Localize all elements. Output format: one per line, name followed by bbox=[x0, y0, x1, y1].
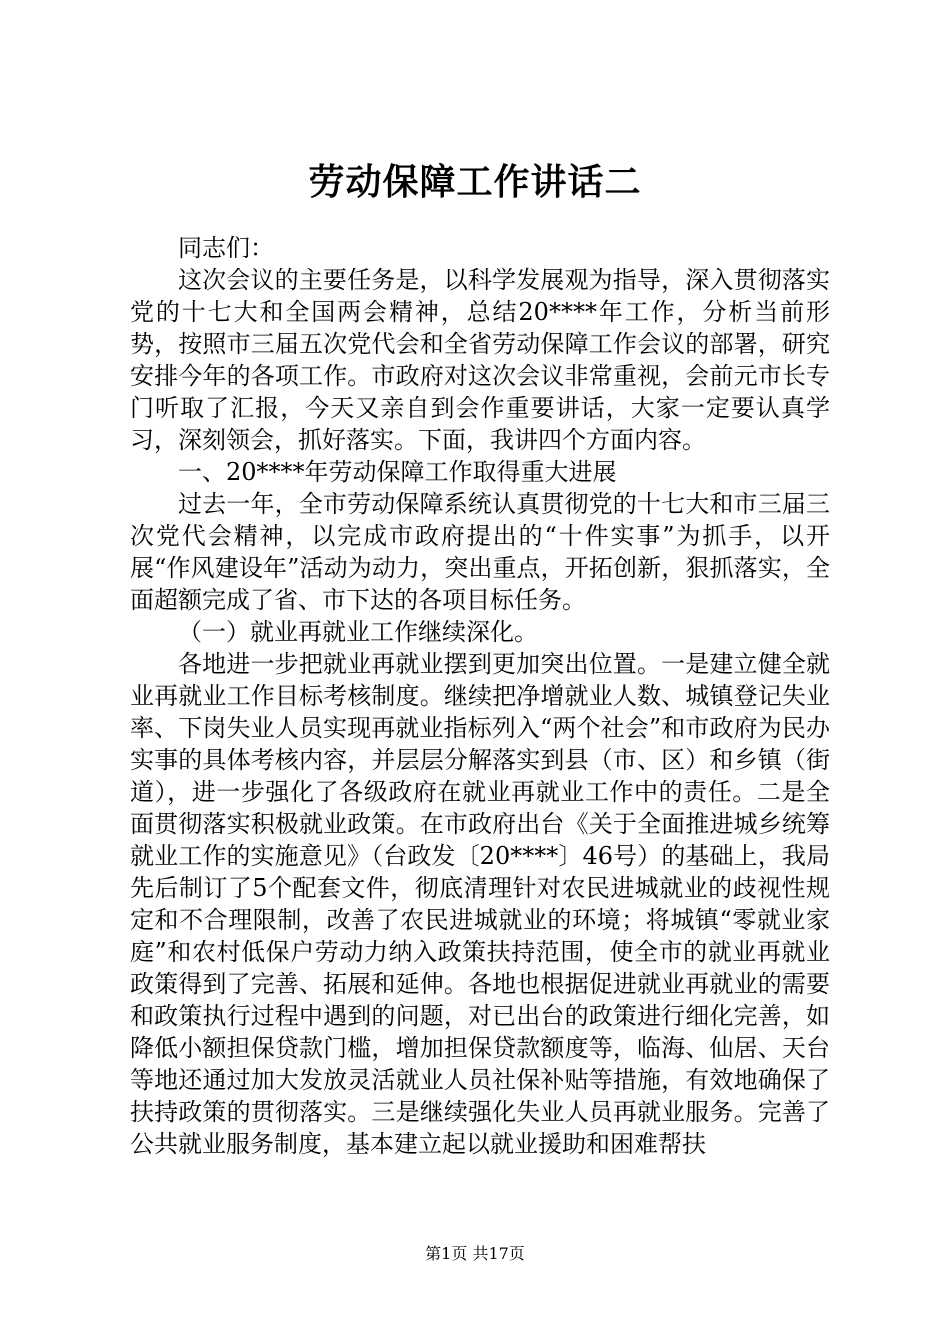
intro-paragraph: 这次会议的主要任务是，以科学发展观为指导，深入贯彻落实党的十七大和全国两会精神，总结20****年工作，分析当前形势，按照市三届五次党代会和全省劳动保障工作会议的部署，研究安排今年的各项工作。市政府对这次会议非常重视，会前元市长专门听取了汇报，今天又亲自到会作重要讲话，大家一定要认真学习，深刻领会，抓好落实。下面，我讲四个方面内容。 bbox=[130, 266, 830, 454]
document-title: 劳动保障工作讲话二 bbox=[308, 161, 642, 203]
section-heading-1: 一、20****年劳动保障工作取得重大进展 bbox=[178, 458, 617, 486]
overview-paragraph: 过去一年，全市劳动保障系统认真贯彻党的十七大和市三届三次党代会精神，以完成市政府提出的“十件实事”为抓手，以开展“作风建设年”活动为动力，突出重点，开拓创新，狠抓落实，全面超额完成了省、市下达的各项目标任务。 bbox=[130, 490, 830, 614]
page-number-footer: 第1页 共17页 bbox=[425, 1244, 525, 1263]
subsection-heading-1: （一）就业再就业工作继续深化。 bbox=[178, 618, 538, 646]
salutation-paragraph: 同志们： bbox=[178, 234, 274, 262]
employment-paragraph: 各地进一步把就业再就业摆到更加突出位置。一是建立健全就业再就业工作目标考核制度。继续把净增就业人数、城镇登记失业率、下岗失业人员实现再就业指标列入“两个社会”和市政府为民办实事的具体考核内容，并层层分解落实到县（市、区）和乡镇（街道），进一步强化了各级政府在就业再就业工作中的责任。二是全面贯彻落实积极就业政策。在市政府出台《关于全面推进城乡统筹就业工作的实施意见》（台政发〔20****〕46号）的基础上，我局先后制订了5个配套文件，彻底清理针对农民进城就业的歧视性规定和不合理限制，改善了农民进城就业的环境；将城镇“零就业家庭”和农村低保户劳动力纳入政策扶持范围，使全市的就业再就业政策得到了完善、拓展和延伸。各地也根据促进就业再就业的需要和政策执行过程中遇到的问题，对已出台的政策进行细化完善，如降低小额担保贷款门槛，增加担保贷款额度等，临海、仙居、天台等地还通过加大发放灵活就业人员社保补贴等措施，有效地确保了扶持政策的贯彻落实。三是继续强化失业人员再就业服务。完善了公共就业服务制度，基本建立起以就业援助和困难帮扶 bbox=[130, 650, 830, 1158]
document-body bbox=[130, 232, 830, 1160]
